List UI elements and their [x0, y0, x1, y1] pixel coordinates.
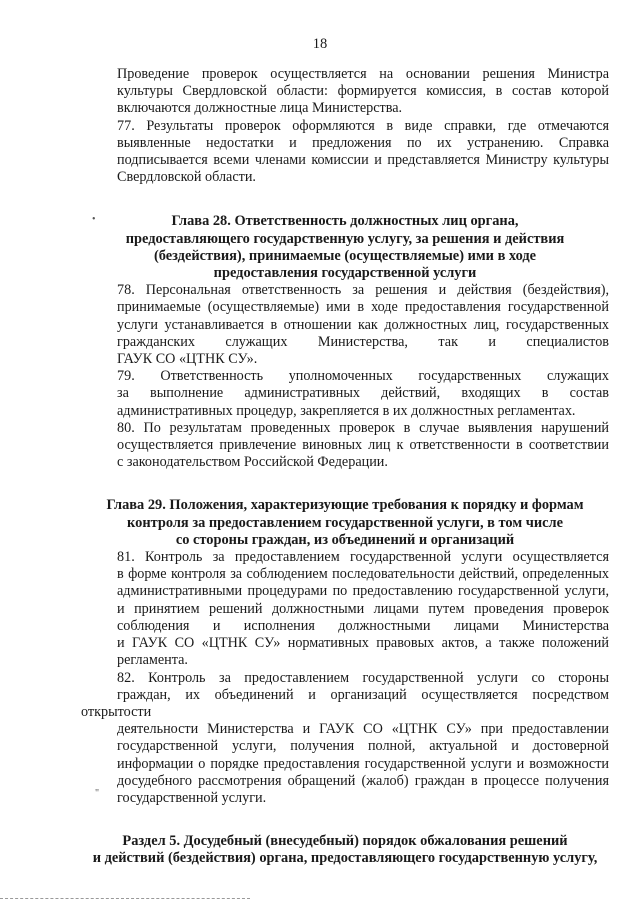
paragraph-80: 80. По результатам проведенных проверок в случае выявления нарушений осуществляется привлечение виновных лиц к ответственности в соответствии с законодательством Российской Федерации. — [117, 419, 609, 471]
paragraph-82: 82. Контроль за предоставлением государственной услуги со стороны граждан, их объединений и организаций осуществляется посредством открытости деятельности Министерства и ГАУК СО «ЦТНК СУ» при предоставлении государственной услуги, получения полной, актуальной и достоверной информации о порядке предоставления государственной услуги и возможности досудебного рассмотрения обращений (жалоб) граждан в процессе получения государственной услуги. — [81, 669, 609, 806]
scan-edge-line — [0, 898, 250, 900]
paragraph-77: 77. Результаты проверок оформляются в виде справки, где отмечаются выявленные недостатки и предложения по их устранению. Справка подписывается всеми членами комиссии и представляется Министру культуры Свердловской области. — [117, 117, 609, 186]
paragraph-79: 79. Ответственность уполномоченных государственных служащих за выполнение административных действий, входящих в состав административных процедур, закрепляется в их должностных регламентах. — [117, 368, 609, 419]
scan-speck: " — [95, 788, 100, 799]
paragraph-intro: Проведение проверок осуществляется на основании решения Министра культуры Свердловской области: формируется комиссия, в состав которой включаются должностные лица Министерства. — [117, 66, 609, 117]
section-5-heading: Раздел 5. Досудебный (внесудебный) порядок обжалования решений и действий (бездействия) органа, предоставляющего государственную услугу, — [92, 833, 598, 867]
paragraph-78: 78. Персональная ответственность за решения и действия (бездействия), принимаемые (осуществляемые) ими в ходе предоставления государственной услуги устанавливается в отношении как должностных лиц, государственных гражданских служащих Министерства, так и специалистов ГАУК СО «ЦТНК СУ». — [117, 282, 609, 368]
paragraph-81: 81. Контроль за предоставлением государственной услуги осуществляется в форме контроля за соблюдением последовательности действий, определенных административными процедурами по предоставлению государственной услуги, и принятием решений должностными лицами путем проведения проверок соблюдения и исполнения должностными лицами Министерства и ГАУК СО «ЦТНК СУ» нормативных правовых актов, а также положений регламента. — [117, 549, 609, 669]
page-number: 18 — [312, 36, 328, 52]
chapter-28-heading: Глава 28. Ответственность должностных лиц органа, предоставляющего государственную услугу, за решения и действия (бездействия), принимаемые (осуществляемые) ими в ходе предоставления государственной услуги — [125, 213, 565, 282]
document-body — [81, 66, 609, 868]
scan-speck: • — [92, 214, 96, 225]
chapter-29-heading: Глава 29. Положения, характеризующие требования к порядку и формам контроля за предоставлением государственной услуги, в том числе со стороны граждан, из объединений и организаций — [106, 497, 584, 548]
